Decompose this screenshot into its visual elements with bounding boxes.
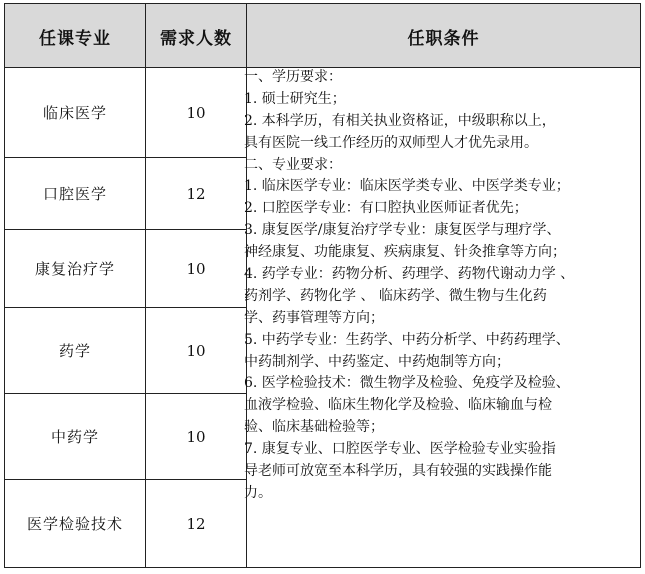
condition-line: 1. 临床医学专业：临床医学类专业、中医学类专业；: [244, 178, 570, 195]
condition-line: 4. 药学专业：药物分析、药理学、药物代谢动力学 、: [244, 266, 575, 283]
header-major: 任课专业: [39, 28, 111, 49]
table-row: [5, 230, 247, 308]
table-header: [5, 4, 640, 68]
row-count: 10: [186, 427, 206, 446]
table-row: [5, 158, 247, 230]
row-count: 10: [186, 259, 206, 278]
condition-line: 力。: [244, 484, 272, 501]
table-row: [5, 394, 247, 480]
row-count: 10: [186, 341, 206, 360]
condition-line: 一、学历要求：: [244, 69, 342, 85]
table-row: [5, 68, 247, 158]
row-count: 12: [186, 184, 206, 203]
table-row: [5, 308, 247, 394]
condition-line: 2. 本科学历，有相关执业资格证，中级职称以上，: [244, 112, 556, 129]
row-count: 10: [186, 103, 206, 122]
condition-line: 2. 口腔医学专业：有口腔执业医师证者优先；: [244, 200, 528, 217]
condition-line: 学、药事管理等方向；: [244, 309, 384, 326]
table-row: [5, 480, 247, 567]
header-count: 需求人数: [160, 28, 232, 49]
condition-line: 二、专业要求：: [244, 156, 342, 173]
row-major: 中药学: [50, 428, 99, 446]
condition-line: 5. 中药学专业：生药学、中药分析学、中药药理学、: [244, 331, 570, 348]
condition-line: 6. 医学检验技术：微生物学及检验、免疫学及检验、: [244, 375, 570, 392]
row-major: 口腔医学: [42, 185, 107, 203]
row-major: 康复治疗学: [34, 260, 115, 278]
row-count: 12: [186, 514, 206, 533]
condition-line: 7. 康复专业、口腔医学专业、医学检验专业实验指: [244, 441, 556, 458]
condition-line: 中药制剂学、中药鉴定、中药炮制等方向；: [244, 353, 510, 370]
condition-line: 验、临床基础检验等；: [244, 419, 384, 436]
condition-line: 神经康复、功能康复、疾病康复、针灸推拿等方向；: [244, 244, 566, 261]
conditions-text: [244, 67, 636, 505]
row-major: 临床医学: [42, 104, 107, 122]
row-major: 药学: [58, 342, 91, 360]
condition-line: 3. 康复医学/康复治疗学专业：康复医学与理疗学、: [244, 222, 561, 239]
condition-line: 药剂学、药物化学 、 临床药学、微生物与生化药: [244, 287, 547, 304]
condition-line: 具有医院一线工作经历的双师型人才优先录用。: [244, 134, 538, 151]
condition-line: 导老师可放宽至本科学历，具有较强的实践操作能: [244, 463, 552, 480]
header-conditions: 任职条件: [407, 28, 480, 49]
condition-line: 血液学检验、临床生物化学及检验、临床输血与检: [244, 397, 552, 414]
condition-line: 1. 硕士研究生；: [244, 90, 346, 107]
row-major: 医学检验技术: [26, 515, 123, 533]
